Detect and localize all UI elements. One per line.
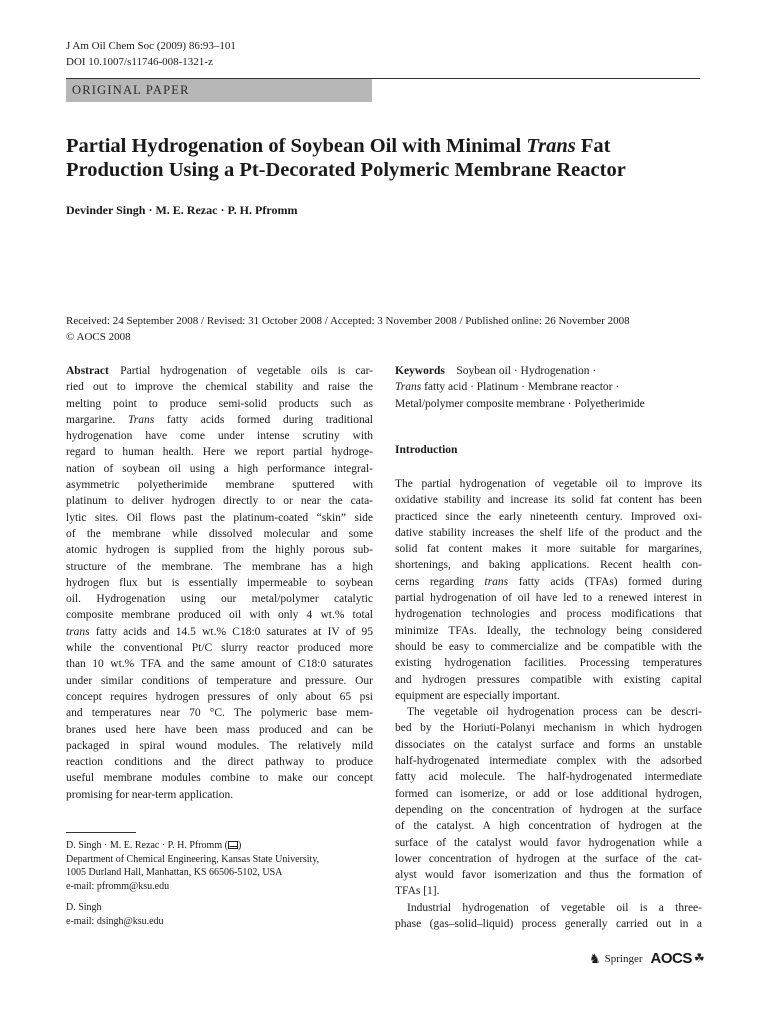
introduction-line: depending on the concentration of hydrogen at the surface xyxy=(395,803,702,816)
introduction-line: partial hydrogenation of oil have led to a renewed interest in xyxy=(395,592,702,605)
journal-citation: J Am Oil Chem Soc (2009) 86:93–101 xyxy=(66,40,236,52)
introduction-line: shortenings, and baking applications. Recent health con- xyxy=(395,559,702,572)
abstract-line: melting point to produce semi-solid products such as xyxy=(66,397,373,410)
introduction-line: alyst would favor isomerization and thus the formation of xyxy=(395,869,702,882)
author-affiliation xyxy=(66,839,319,893)
introduction-line: The partial hydrogenation of vegetable oil to improve its xyxy=(395,478,702,490)
envelope-icon xyxy=(228,841,238,849)
society-name: AOCS xyxy=(650,950,692,967)
keywords-line: Metal/polymer composite membrane · Polyetherimide xyxy=(395,397,645,410)
introduction-line: oxidative stability and increase its solid fat content has been xyxy=(395,494,702,507)
introduction-line: and hydrogen pressures compatible with existing capital xyxy=(395,673,702,686)
abstract-line: ried out to improve the chemical stability and raise the xyxy=(66,381,373,394)
second-author-name: D. Singh xyxy=(66,902,102,913)
introduction-line: fatty acid molecule. The half-hydrogenated intermediate xyxy=(395,771,702,784)
abstract-line: trans fatty acids and 14.5 wt.% C18:0 saturates at IV of 95 xyxy=(66,625,373,638)
address: 1005 Durland Hall, Manhattan, KS 66506-5102, USA xyxy=(66,867,283,878)
abstract-line: of the membrane while dissolved molecular and some xyxy=(66,527,373,540)
publisher-name: Springer xyxy=(604,952,643,965)
publisher-footer xyxy=(589,950,705,967)
introduction-line: equipment are especially important. xyxy=(395,689,560,702)
keywords-line: Trans fatty acid · Platinum · Membrane reactor · xyxy=(395,381,620,394)
history-dates: Received: 24 September 2008 / Revised: 31 October 2008 / Accepted: 3 November 2008 / Published online: 26 November 2008 xyxy=(66,315,630,327)
abstract-line: concept requires hydrogen pressures of only about 65 psi xyxy=(66,690,373,703)
abstract-line: branes used here have been mass produced and can be xyxy=(66,723,373,736)
introduction-line: solid fat content makes it more suitable for margarines, xyxy=(395,543,702,556)
abstract-line: composite membrane produced oil with only 4 wt.% total xyxy=(66,609,373,622)
abstract-line: hydrogen flux but is essentially impermeable to soybean xyxy=(66,576,373,589)
keywords xyxy=(395,363,702,412)
introduction-line: formed can isomerize, or add or lose additional hydrogen, xyxy=(395,787,702,800)
abstract-line: packaged in spiral wound modules. The relatively mild xyxy=(66,739,373,752)
affiliation-authors-close: ) xyxy=(237,840,242,851)
introduction-line: lower concentration of hydrogen at the surface of the cat- xyxy=(395,852,702,865)
introduction-line: bed by the Horiuti-Polanyi mechanism in which hydrogen xyxy=(395,722,702,735)
abstract-line: regard to human health. Here we report partial hydroge- xyxy=(66,446,373,459)
introduction-line: Industrial hydrogenation of vegetable oil is a three- xyxy=(407,901,702,914)
keywords-line: Keywords Soybean oil · Hydrogenation · xyxy=(395,365,597,377)
keywords-heading: Keywords xyxy=(395,365,457,377)
section-heading-introduction: Introduction xyxy=(395,444,458,456)
introduction-line: practiced since the early nineteenth century. Improved oxi- xyxy=(395,510,702,523)
introduction-line: half-hydrogenated intermediate complex with the adsorbed xyxy=(395,755,702,768)
second-author-contact xyxy=(66,901,164,928)
paper-title xyxy=(66,134,706,182)
introduction-line: of the catalyst. A high concentration of hydrogen at the xyxy=(395,820,702,833)
title-italic-text: Trans xyxy=(526,135,576,157)
introduction-line: cerns regarding trans fatty acids (TFAs) formed during xyxy=(395,575,702,588)
abstract-line: promising for near-term application. xyxy=(66,788,234,801)
abstract-line: oil. Hydrogenation using our metal/polymer catalytic xyxy=(66,593,373,606)
introduction-line: existing hydrogenation facilities. Processing temperatures xyxy=(395,657,702,670)
introduction-line: dative stability increases the shelf life of the product and the xyxy=(395,526,702,539)
abstract-line: useful membrane modules combine to make our concept xyxy=(66,772,373,785)
introduction-line: hydrogenation technologies and process modifications that xyxy=(395,608,702,621)
doi[interactable]: DOI 10.1007/s11746-008-1321-z xyxy=(66,55,213,68)
abstract-line: and temperatures near 70 °C. The polymeric base mem- xyxy=(66,707,373,720)
introduction-line: phase (gas–solid–liquid) process generally carried out in a xyxy=(395,918,702,931)
author-list: Devinder Singh · M. E. Rezac · P. H. Pfromm xyxy=(66,203,298,217)
abstract-line: platinum to deliver hydrogen directly to or near the cata- xyxy=(66,495,373,508)
affiliation-authors: D. Singh · M. E. Rezac · P. H. Pfromm ( xyxy=(66,840,228,851)
copyright: © AOCS 2008 xyxy=(66,330,131,343)
footnote-rule xyxy=(66,832,136,833)
abstract-line: lytic sites. Oil flows past the platinum-coated “skin” side xyxy=(66,511,373,524)
abstract-line: asymmetric polyetherimide membrane sputtered with xyxy=(66,479,373,492)
springer-horse-icon: ♞ xyxy=(589,950,601,966)
aocs-logo-icon: ☘ xyxy=(693,951,705,965)
abstract-line: Abstract Partial hydrogenation of vegetable oils is car- xyxy=(66,365,373,377)
introduction-line: surface of the catalyst would favor hydrogenation while a xyxy=(395,836,702,849)
abstract-line: hydrogenation have come under intense scrutiny with xyxy=(66,430,373,443)
abstract-line: margarine. Trans fatty acids formed during traditional xyxy=(66,413,373,426)
title-line-2: Production Using a Pt-Decorated Polymeric Membrane Reactor xyxy=(66,159,626,181)
introduction-body xyxy=(395,476,702,932)
abstract-heading: Abstract xyxy=(66,365,121,377)
email-link[interactable]: e-mail: pfromm@ksu.edu xyxy=(66,880,170,892)
abstract-line: than 10 wt.% TFA and the same amount of C18:0 saturates xyxy=(66,658,373,671)
article-history xyxy=(66,314,630,345)
journal-header xyxy=(66,39,236,70)
department: Department of Chemical Engineering, Kansas State University, xyxy=(66,853,320,865)
introduction-line: dissociates on the catalyst surface and forms an unstable xyxy=(395,738,702,751)
abstract-line: reaction conditions and the direct pathway to produce xyxy=(66,756,373,769)
introduction-line: minimize TFAs. Ideally, the technology being considered xyxy=(395,624,702,637)
abstract-line: while the conventional Pt/C slurry reactor produced more xyxy=(66,642,373,655)
abstract-line: structure of the membrane. The membrane has a high xyxy=(66,560,373,573)
introduction-line: The vegetable oil hydrogenation process can be descri- xyxy=(407,706,702,719)
abstract-line: nation of soybean oil using a high performance integral- xyxy=(66,462,373,475)
abstract-line: atomic hydrogen is supplied from the highly porous sub- xyxy=(66,544,373,557)
article-type-badge: ORIGINAL PAPER xyxy=(66,79,372,102)
abstract-line: under similar conditions of temperature and pressure. Our xyxy=(66,674,373,687)
abstract xyxy=(66,363,373,803)
introduction-line: TFAs [1]. xyxy=(395,885,440,898)
title-text: Fat xyxy=(575,135,611,157)
introduction-line: should be easy to commercialize and be compatible with the xyxy=(395,640,702,653)
email-link[interactable]: e-mail: dsingh@ksu.edu xyxy=(66,915,164,927)
title-text: Partial Hydrogenation of Soybean Oil with Minimal xyxy=(66,135,527,157)
